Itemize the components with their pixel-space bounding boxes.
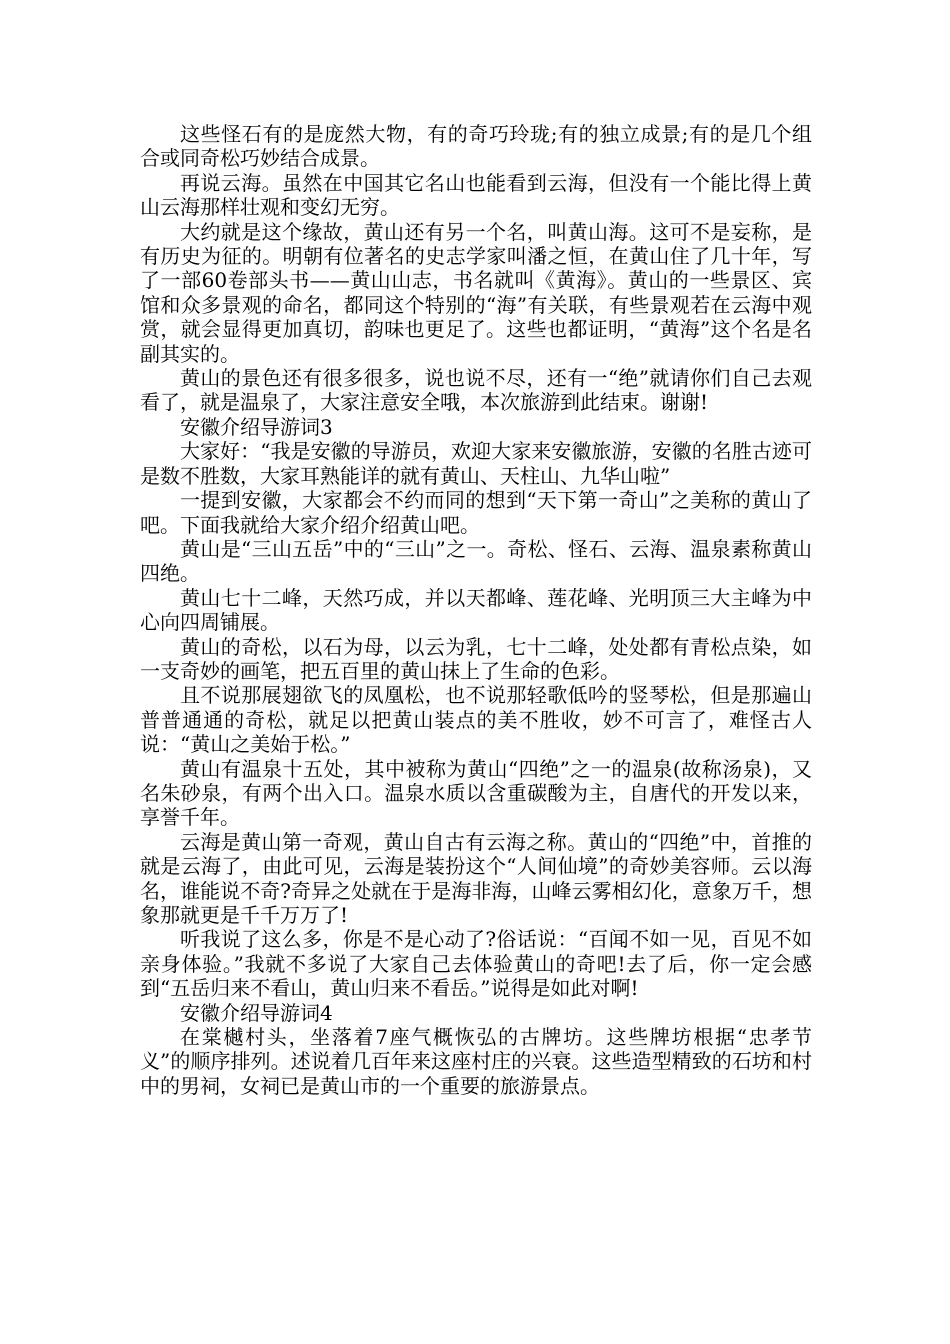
paragraph-huanghai-name: 大约就是这个缘故，黄山还有另一个名，叫黄山海。这可不是妄称，是有历史为征的。明朝有位著名的史志学家叫潘之恒，在黄山住了几十年，写了一部60卷部头书——黄山山志，书名就叫《黄海》。黄山的一些景区、宾馆和众多景观的命名，都同这个特别的“海”有关联，有些景观若在云海中观赏，就会显得更加真切，韵味也更足了。这些也都证明，“黄海”这个名是名副其实的。 xyxy=(140,219,812,366)
paragraph-first-mountain: 一提到安徽，大家都会不约而同的想到“天下第一奇山”之美称的黄山了吧。下面我就给大家介绍介绍黄山吧。 xyxy=(140,488,812,537)
section-heading-4: 安徽介绍导游词4 xyxy=(180,1000,333,1025)
paragraph-phoenix-pine: 且不说那展翅欲飞的凤凰松，也不说那轻歌低吟的竖琴松，但是那遍山普普通通的奇松，就足以把黄山装点的美不胜收，妙不可言了，难怪古人说：“黄山之美始于松。” xyxy=(140,683,812,757)
paragraph-cloud-sea: 再说云海。虽然在中国其它名山也能看到云海，但没有一个能比得上黄山云海那样壮观和变幻无穷。 xyxy=(140,170,812,220)
paragraph-hot-springs: 黄山有温泉十五处，其中被称为黄山“四绝”之一的温泉(故称汤泉)，又名朱砂泉，有两个出入口。温泉水质以含重碳酸为主，自唐代的开发以来，享誉千年。 xyxy=(140,756,812,830)
paragraph-pines: 黄山的奇松，以石为母，以云为乳，七十二峰，处处都有青松点染，如一支奇妙的画笔，把五百里的黄山抹上了生命的色彩。 xyxy=(140,634,812,683)
paragraph-cloud-sea-wonder: 云海是黄山第一奇观，黄山自古有云海之称。黄山的“四绝”中，首推的就是云海了，由此可见，云海是装扮这个“人间仙境”的奇妙美容师。云以海名，谁能说不奇?奇异之处就在于是海非海，山峰云雾相幻化，意象万千，想象那就更是千千万万了! xyxy=(140,829,812,927)
paragraph-hot-spring-ending: 黄山的景色还有很多很多，说也说不尽，还有一“绝”就请你们自己去观看了，就是温泉了，大家注意安全哦，本次旅游到此结束。谢谢! xyxy=(140,366,812,415)
paragraph-four-wonders: 黄山是“三山五岳”中的“三山”之一。奇松、怪石、云海、温泉素称黄山四绝。 xyxy=(140,536,812,586)
paragraph-strange-rocks: 这些怪石有的是庞然大物，有的奇巧玲珑;有的独立成景;有的是几个组合或同奇松巧妙结合成景。 xyxy=(140,122,812,171)
paragraph-seventy-two-peaks: 黄山七十二峰，天然巧成，并以天都峰、莲花峰、光明顶三大主峰为中心向四周铺展。 xyxy=(140,585,812,635)
section-heading-3: 安徽介绍导游词3 xyxy=(180,414,333,439)
document-body xyxy=(140,122,812,1098)
paragraph-greeting: 大家好：“我是安徽的导游员，欢迎大家来安徽旅游，安徽的名胜古迹可是数不胜数，大家耳熟能详的就有黄山、天柱山、九华山啦” xyxy=(140,439,812,488)
paragraph-archways: 在棠樾村头，坐落着7座气概恢弘的古牌坊。这些牌坊根据“忠孝节义”的顺序排列。述说着几百年来这座村庄的兴衰。这些造型精致的石坊和村中的男祠，女祠已是黄山市的一个重要的旅游景点。 xyxy=(140,1025,812,1098)
paragraph-seeing-is-believing: 听我说了这么多，你是不是心动了?俗话说：“百闻不如一见，百见不如亲身体验。”我就不多说了大家自己去体验黄山的奇吧!去了后，你一定会感到“五岳归来不看山，黄山归来不看岳。”说得是如此对啊! xyxy=(140,927,812,1001)
